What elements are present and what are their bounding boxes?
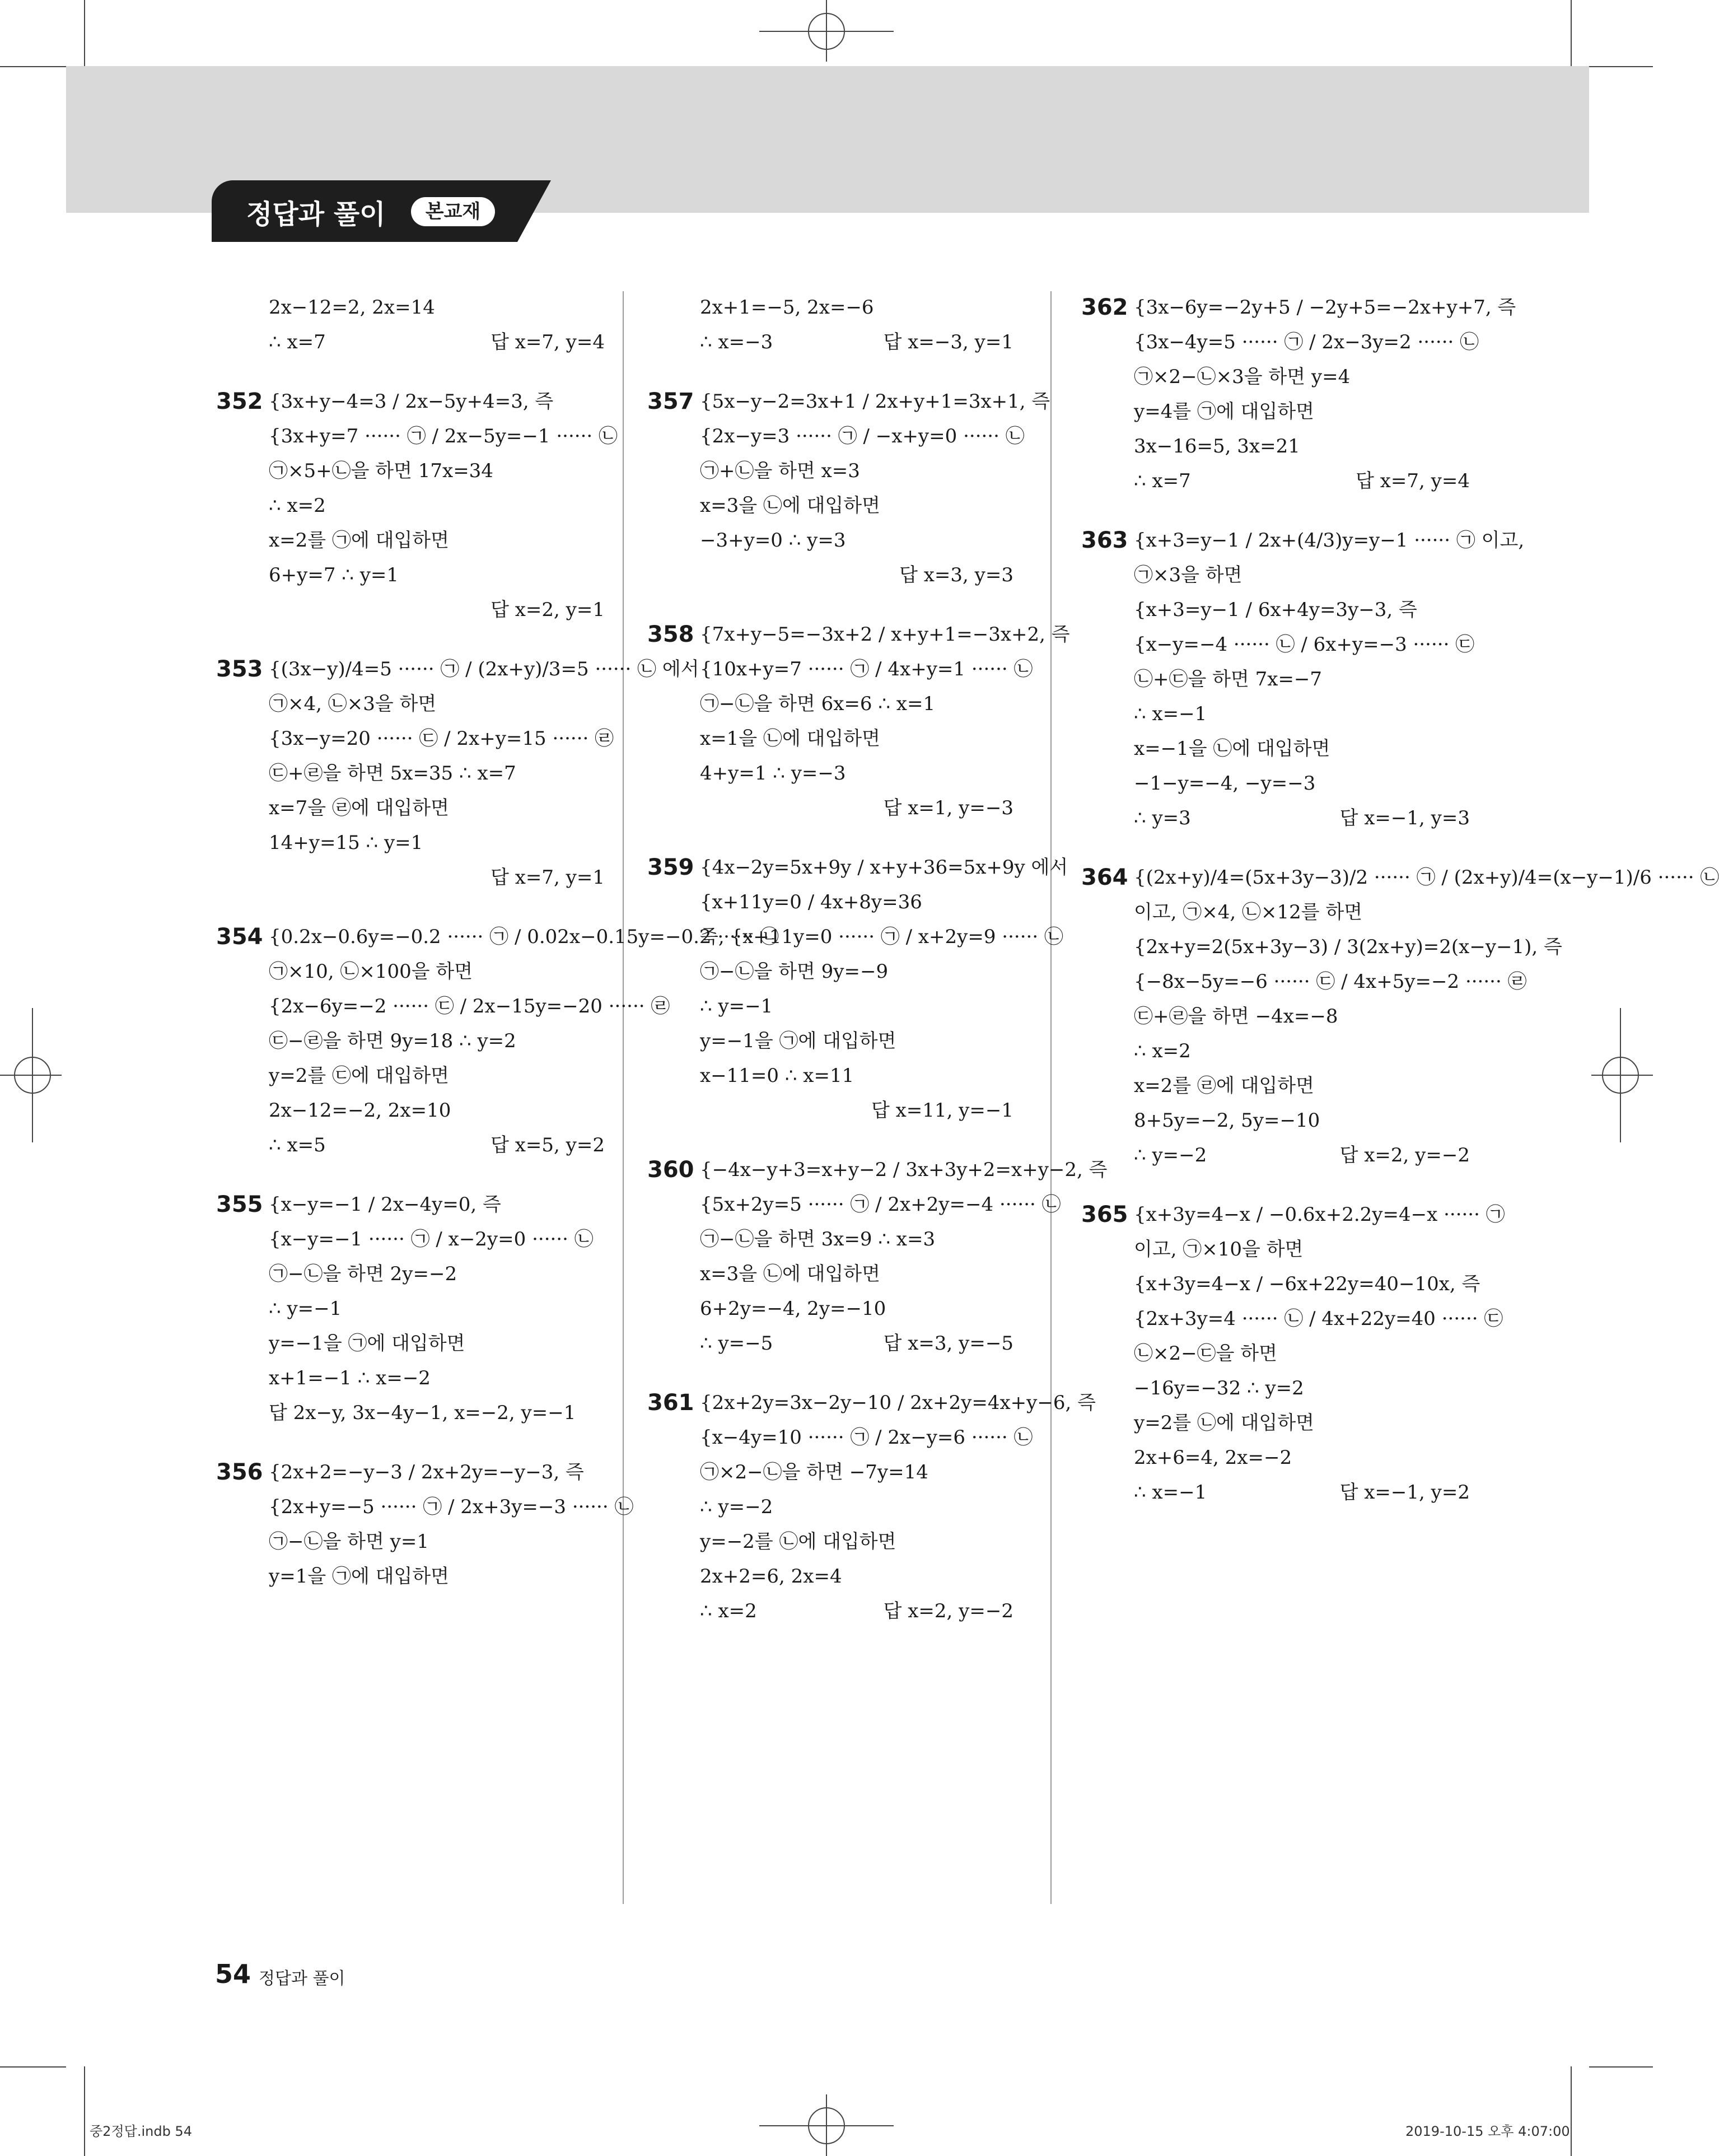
answer-text: 답 x=3, y=−5 [883,1332,1013,1355]
solution-line [213,1490,634,1524]
solution-text: ㉠×4, ㉡×3을 하면 [269,693,437,715]
problem-number: 359 [647,855,694,880]
footer-label: 정답과 풀이 [259,1969,345,1989]
solution-line [644,756,1013,791]
solution-line [644,1187,1061,1222]
solution-text: {3x+y=7 ······ ㉠ / 2x−5y=−1 ······ ㉡ [269,425,618,447]
solution-line [644,1222,1013,1257]
solution-line [644,687,1013,721]
solution-text: y=−1을 ㉠에 대입하면 [269,1332,465,1355]
solution-text: 2x−12=2, 2x=14 [269,296,435,319]
solution-text: ∴ x=5 [269,1134,326,1156]
crop-mark [0,66,66,67]
crop-mark [1571,0,1572,66]
solution-text: ∴ x=2 [1134,1040,1191,1062]
solution-text: ㉠×3을 하면 [1134,564,1242,586]
problem-spacer [213,360,605,384]
problem-number: 360 [647,1157,694,1183]
solution-line [644,1058,1013,1093]
solution-text: ∴ x=−1 [1134,1481,1207,1504]
answer-text: 답 x=7, y=4 [1356,470,1470,492]
solution-text: −3+y=0 ∴ y=3 [700,529,846,552]
solution-line [213,1326,605,1361]
solution-text: {x−y=−1 ······ ㉠ / x−2y=0 ······ ㉡ [269,1228,594,1250]
solution-text: ㉠−㉡을 하면 6x=6 ∴ x=1 [700,693,936,715]
answer-text: 답 x=3, y=3 [899,564,1013,586]
solution-line [1078,1103,1470,1138]
registration-mark-bottom [759,2094,894,2156]
answer-text: 답 x=−1, y=3 [1339,807,1470,829]
answer-text: 답 x=1, y=−3 [883,797,1013,819]
solution-text: {x+3=y−1 / 6x+4y=3y−3, 즉 [1134,599,1417,621]
solution-line [1078,1440,1470,1475]
solution-line [644,1594,1013,1628]
solution-text: ∴ y=−5 [700,1332,773,1355]
solution-line [1078,464,1470,498]
problem-number: 358 [647,622,694,647]
solution-text: 6+y=7 ∴ y=1 [269,564,399,586]
solution-line [644,1524,1013,1559]
solution-text: ∴ x=7 [1134,470,1191,492]
solution-line [213,523,605,558]
solution-text: x=3을 ㉡에 대입하면 [700,494,880,517]
solution-line [213,1128,605,1163]
solution-line [1078,1336,1470,1371]
registration-mark-right [1591,1008,1653,1142]
solution-text: {3x−6y=−2y+5 / −2y+5=−2x+y+7, 즉 [1134,296,1516,319]
problem-header-line [213,1187,605,1222]
solution-line [1078,1301,1503,1336]
solution-text: {7x+y−5=−3x+2 / x+y+1=−3x+2, 즉 [700,623,1070,646]
solution-text: y=1을 ㉠에 대입하면 [269,1565,450,1588]
solution-text: {−4x−y+3=x+y−2 / 3x+3y+2=x+y−2, 즉 [700,1159,1108,1181]
problem-number: 355 [216,1192,263,1217]
solution-text: 이고, ㉠×10을 하면 [1134,1238,1304,1261]
solution-text: {x+11y=0 / 4x+8y=36 [700,891,922,913]
solution-line [1078,1068,1470,1103]
solution-line [213,1222,605,1257]
solution-line [1078,325,1479,360]
solution-text: y=2를 ㉢에 대입하면 [269,1065,450,1087]
solution-line [213,1257,605,1291]
solution-text: y=−1을 ㉠에 대입하면 [700,1030,896,1052]
solution-text: 답 2x−y, 3x−4y−1, x=−2, y=−1 [269,1402,576,1424]
problem-header-line [213,920,779,954]
solution-text: 2x+6=4, 2x=−2 [1134,1446,1292,1469]
solution-line [1078,1267,1480,1301]
section-title-tab [212,180,517,242]
solution-line [213,1524,605,1559]
solution-text: 즉, {x+11y=0 ······ ㉠ / x+2y=9 ······ ㉡ [700,926,1063,948]
solution-line [644,1024,1013,1058]
solution-text: {(2x+y)/4=(5x+3y−3)/2 ······ ㉠ / (2x+y)/4=(x−y−1)/6 ······ ㉡ [1134,866,1719,889]
problem-header-line [644,850,1068,885]
solution-line [213,756,605,791]
solution-text: {(3x−y)/4=5 ······ ㉠ / (2x+y)/3=5 ······ ㉡ 에서 [269,658,699,680]
crop-mark [1589,2066,1653,2068]
solution-line [644,523,1013,558]
solution-line [1078,999,1470,1034]
solution-text: x=3을 ㉡에 대입하면 [700,1263,880,1285]
solution-text: y=2를 ㉡에 대입하면 [1134,1412,1315,1434]
solution-text: ㉠−㉡을 하면 2y=−2 [269,1263,457,1285]
problem-number: 357 [647,389,694,414]
problem-number: 364 [1081,865,1128,890]
answer-text: 답 x=2, y=1 [491,599,605,621]
problem-spacer [213,627,605,652]
solution-line [1078,731,1470,766]
registration-mark-top [759,0,894,62]
problem-header-line [1078,860,1719,895]
problem-spacer [644,825,1013,850]
solution-line [1078,930,1562,964]
problem-header-line [213,384,605,419]
solution-line [1078,766,1470,801]
solution-line [644,791,1013,825]
problem-header-line [644,384,1050,419]
solution-line [644,325,1013,360]
solution-text: 이고, ㉠×4, ㉡×12를 하면 [1134,901,1363,923]
solution-line [644,885,1013,920]
solution-text: ∴ y=−1 [700,995,773,1018]
solution-line [644,488,1013,523]
problem-header-line [1078,523,1525,558]
solution-text: ㉠−㉡을 하면 9y=−9 [700,960,889,983]
solution-text: {2x+3y=4 ······ ㉡ / 4x+22y=40 ······ ㉢ [1134,1308,1503,1330]
solution-line [213,860,605,895]
solution-text: {−8x−5y=−6 ······ ㉢ / 4x+5y=−2 ······ ㉣ [1134,970,1527,993]
problem-number: 352 [216,389,263,414]
section-title: 정답과 풀이 [246,199,386,230]
solution-text: ㉢+㉣을 하면 −4x=−8 [1134,1005,1338,1028]
solution-text: {2x−y=3 ······ ㉠ / −x+y=0 ······ ㉡ [700,425,1025,447]
solution-text: {x+3y=4−x / −6x+22y=40−10x, 즉 [1134,1273,1480,1295]
solution-text: ∴ x=2 [700,1600,757,1622]
solution-line [1078,592,1470,627]
solution-text: ㉠+㉡을 하면 x=3 [700,460,860,482]
solution-line [1078,697,1470,731]
solution-line [644,920,1063,954]
solution-text: ㉡+㉢을 하면 7x=−7 [1134,668,1323,690]
solution-line [1078,394,1470,429]
solution-text: {10x+y=7 ······ ㉠ / 4x+y=1 ······ ㉡ [700,658,1033,680]
solution-text: ∴ x=2 [269,494,326,517]
solution-line [644,1420,1033,1455]
page-number: 54 [215,1959,251,1989]
answer-text: 답 x=2, y=−2 [883,1600,1013,1622]
solution-text: ㉠×2−㉡을 하면 −7y=14 [700,1461,928,1483]
crop-mark [84,0,85,66]
solution-text: ∴ x=−3 [700,331,773,353]
problem-number: 356 [216,1459,263,1485]
solution-text: {3x−y=20 ······ ㉢ / 2x+y=15 ······ ㉣ [269,727,614,750]
solution-text: y=−2를 ㉡에 대입하면 [700,1530,896,1553]
solution-text: x=2를 ㉣에 대입하면 [1134,1075,1314,1097]
solution-line [1078,662,1470,697]
solution-text: {2x+2y=3x−2y−10 / 2x+2y=4x+y−6, 즉 [700,1392,1096,1414]
solution-text: {5x+2y=5 ······ ㉠ / 2x+2y=−4 ······ ㉡ [700,1193,1061,1216]
crop-mark [84,2066,85,2156]
solution-text: ∴ x=7 [269,331,326,353]
problem-spacer [644,360,1013,384]
solution-text: {2x−6y=−2 ······ ㉢ / 2x−15y=−20 ······ ㉣ [269,995,670,1018]
solution-text: 14+y=15 ∴ y=1 [269,832,423,854]
solution-text: −16y=−32 ∴ y=2 [1134,1377,1304,1399]
answer-text: 답 x=−3, y=1 [883,331,1013,353]
column-divider [623,291,624,1904]
problem-spacer [644,1128,1013,1152]
solution-text: y=4를 ㉠에 대입하면 [1134,400,1315,423]
solution-line [644,721,1013,756]
solution-text: ㉡×2−㉢을 하면 [1134,1342,1277,1365]
solution-line [1078,360,1470,394]
problem-spacer [213,1163,605,1187]
solution-line [644,1257,1013,1291]
problem-spacer [1078,836,1470,860]
problem-spacer [644,1361,1013,1385]
solution-line [213,592,605,627]
problem-header-line [1078,290,1516,325]
solution-line [213,1361,605,1396]
solution-text: x=7을 ㉣에 대입하면 [269,797,449,819]
solution-line [213,954,605,989]
solution-text: −1−y=−4, −y=−3 [1134,772,1316,795]
solution-text: ㉠−㉡을 하면 3x=9 ∴ x=3 [700,1228,936,1250]
solution-line [213,1024,605,1058]
solution-line [213,791,605,825]
solution-text: 3x−16=5, 3x=21 [1134,435,1300,458]
solution-line [1078,429,1470,464]
solution-text: ㉢+㉣을 하면 5x=35 ∴ x=7 [269,762,516,785]
problem-spacer [1078,498,1470,523]
solution-line [1078,1034,1470,1068]
solution-text: x−11=0 ∴ x=11 [700,1065,854,1087]
solution-line [213,290,605,325]
problem-spacer [213,1430,605,1455]
solution-line [644,290,1013,325]
solution-line [213,989,670,1024]
solution-text: ∴ y=3 [1134,807,1191,829]
solution-line [213,1058,605,1093]
solution-text: ㉠×2−㉡×3을 하면 y=4 [1134,366,1351,388]
answer-text: 답 x=2, y=−2 [1339,1144,1470,1166]
solution-text: 2x+2=6, 2x=4 [700,1565,842,1588]
solution-line [644,1559,1013,1594]
problem-spacer [213,895,605,920]
solution-line [1078,895,1470,930]
solution-line [644,989,1013,1024]
solution-line [644,1490,1013,1524]
solution-text: {2x+y=2(5x+3y−3) / 3(2x+y)=2(x−y−1), 즉 [1134,936,1562,958]
solution-line [213,454,605,488]
answer-text: 답 x=7, y=1 [491,866,605,889]
textbook-badge: 본교재 [411,197,495,226]
solution-line [213,488,605,523]
problem-spacer [1078,1173,1470,1197]
solution-text: x+1=−1 ∴ x=−2 [269,1367,431,1389]
solution-line [644,1291,1013,1326]
solution-line [213,825,605,860]
solution-line [644,558,1013,592]
solution-line [644,954,1013,989]
solution-text: {3x−4y=5 ······ ㉠ / 2x−3y=2 ······ ㉡ [1134,331,1479,353]
solution-line [1078,1371,1470,1406]
solution-text: ∴ x=−1 [1134,703,1207,725]
answer-text: 답 x=5, y=2 [491,1134,605,1156]
solution-line [213,1093,605,1128]
solution-line [213,419,618,454]
solution-text: ㉢−㉣을 하면 9y=18 ∴ y=2 [269,1030,516,1052]
answer-text: 답 x=7, y=4 [491,331,605,353]
solution-text: 6+2y=−4, 2y=−10 [700,1298,886,1320]
solution-text: x=2를 ㉠에 대입하면 [269,529,449,552]
solution-line [644,1455,1013,1490]
answer-text: 답 x=−1, y=2 [1339,1481,1470,1504]
print-timestamp: 2019-10-15 오후 4:07:00 [1405,2124,1570,2139]
solution-line [1078,558,1470,592]
solution-text: {x+3y=4−x / −0.6x+2.2y=4−x ······ ㉠ [1134,1203,1505,1226]
crop-mark [0,2066,66,2068]
solution-line [644,1093,1013,1128]
solution-line [1078,1232,1470,1267]
solution-text: {2x+y=−5 ······ ㉠ / 2x+3y=−3 ······ ㉡ [269,1496,634,1518]
solution-text: 8+5y=−2, 5y=−10 [1134,1109,1320,1132]
solution-text: {2x+2=−y−3 / 2x+2y=−y−3, 즉 [269,1461,584,1483]
solution-column-3 [1078,290,1719,1510]
registration-mark-left [0,1008,62,1142]
problem-header-line [644,1385,1096,1420]
print-file-info: 중2정답.indb 54 [90,2124,192,2139]
problem-number: 353 [216,656,263,682]
solution-text: 2x−12=−2, 2x=10 [269,1099,451,1122]
solution-line [213,1396,605,1430]
problem-number: 365 [1081,1202,1128,1228]
problem-number: 363 [1081,528,1128,553]
problem-header-line [213,652,699,687]
solution-line [644,652,1033,687]
problem-number: 354 [216,924,263,950]
solution-text: ㉠×5+㉡을 하면 17x=34 [269,460,493,482]
solution-line [213,1291,605,1326]
solution-line [1078,801,1470,836]
solution-text: x=1을 ㉡에 대입하면 [700,727,880,750]
solution-text: ㉠−㉡을 하면 y=1 [269,1530,429,1553]
solution-text: {x−y=−4 ······ ㉡ / 6x+y=−3 ······ ㉢ [1134,633,1475,656]
solution-text: {0.2x−0.6y=−0.2 ······ ㉠ / 0.02x−0.15y=−0.2 ······ ㉡ [269,926,779,948]
solution-line [213,558,605,592]
solution-text: {x−4y=10 ······ ㉠ / 2x−y=6 ······ ㉡ [700,1426,1033,1449]
solution-text: {x−y=−1 / 2x−4y=0, 즉 [269,1193,501,1216]
solution-line [213,687,605,721]
solution-text: ∴ y=−1 [269,1298,342,1320]
solution-line [1078,1475,1470,1510]
solution-text: {x+3=y−1 / 2x+(4/3)y=y−1 ······ ㉠ 이고, [1134,529,1525,552]
problem-number: 361 [647,1390,694,1416]
solution-text: ∴ y=−2 [700,1496,773,1518]
crop-mark [1589,66,1653,67]
column-divider [1050,291,1052,1904]
solution-text: 2x+1=−5, 2x=−6 [700,296,874,319]
problem-header-line [1078,1197,1505,1232]
solution-line [213,325,605,360]
solution-line [1078,627,1475,662]
solution-line [1078,1406,1470,1440]
solution-line [213,721,614,756]
problem-number: 362 [1081,295,1128,320]
problem-header-line [644,1152,1108,1187]
solution-text: {4x−2y=5x+9y / x+y+36=5x+9y 에서 [700,856,1068,879]
solution-text: x=−1을 ㉡에 대입하면 [1134,738,1330,760]
problem-header-line [213,1455,605,1490]
solution-text: {5x−y−2=3x+1 / 2x+y+1=3x+1, 즉 [700,390,1050,413]
solution-line [1078,964,1527,999]
solution-line [644,1326,1013,1361]
solution-line [1078,1138,1470,1173]
solution-text: ㉠×10, ㉡×100을 하면 [269,960,473,983]
solution-text: ∴ y=−2 [1134,1144,1207,1166]
problem-spacer [644,592,1013,617]
solution-line [644,454,1013,488]
answer-text: 답 x=11, y=−1 [871,1099,1013,1122]
solution-line [644,419,1025,454]
problem-header-line [644,617,1070,652]
solution-text: {3x+y−4=3 / 2x−5y+4=3, 즉 [269,390,554,413]
crop-mark [1571,2066,1572,2156]
solution-text: 4+y=1 ∴ y=−3 [700,762,846,785]
solution-line [213,1559,605,1594]
